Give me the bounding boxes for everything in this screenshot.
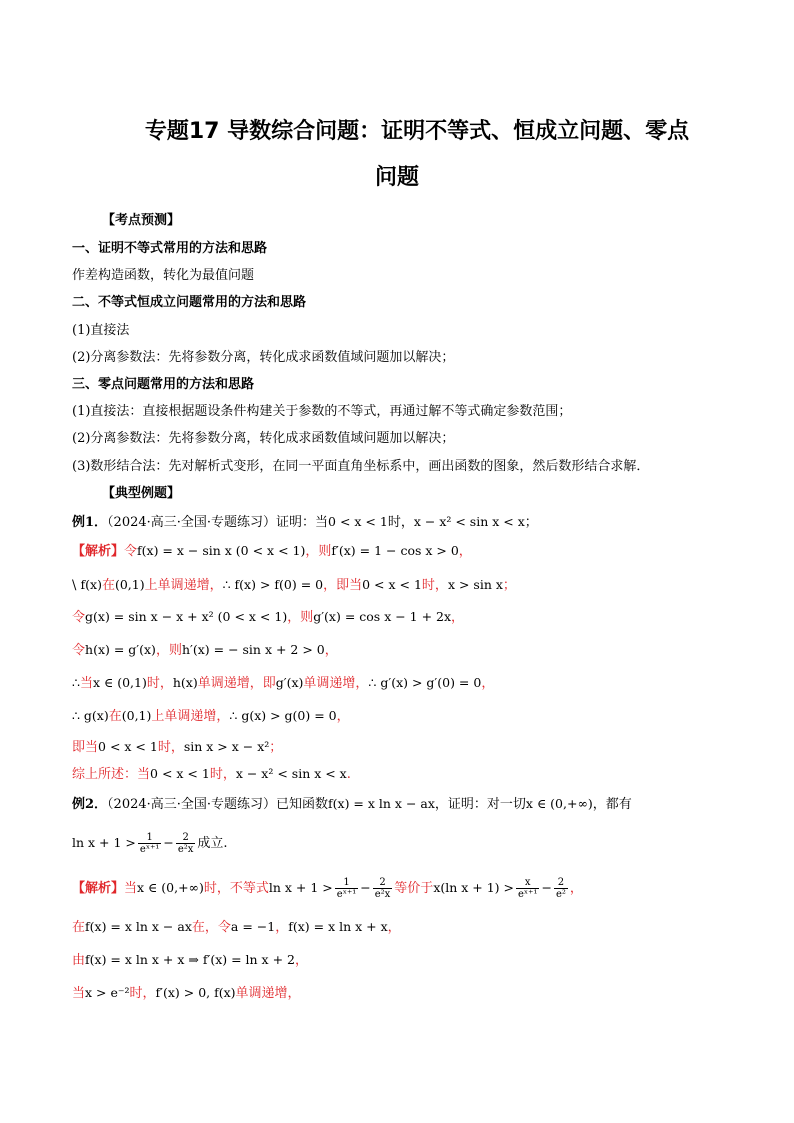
example-1-solution-line-7: 即当0 < x < 1时，sin x > x − x²； [72, 739, 283, 755]
example-2-label: 例2． [72, 797, 108, 812]
fraction: $\frac{x}{\text{eˣ⁺¹}}$ [518, 877, 538, 900]
solution-tag: 【解析】 [72, 881, 125, 896]
example-2-solution-line-3: 由f(x) = x ln x + x ⇒ f′(x) = ln x + 2， [72, 952, 308, 968]
fraction: $\frac{2}{\text{e²x}}$ [177, 832, 194, 855]
example-1-solution-line-6: ∴ g(x)在(0,1)上单调递增，∴ g(x) > g(0) = 0， [72, 708, 350, 724]
example-2-solution-line-2: 在f(x) = x ln x − ax在，令a = −1，f(x) = x ln x + x， [72, 919, 401, 935]
page-title: 专题17 导数综合问题：证明不等式、恒成立问题、零点 [144, 119, 690, 144]
section-2-item-1: (1)直接法 [72, 323, 130, 338]
example-1-statement: 例1．（2024·高三·全国·专题练习）证明：当0 < x < 1时，x − x² < sin x < x； [72, 514, 538, 530]
example-2-inequality: ln x + 1 > $\frac{1}{\text{eˣ⁺¹}}$ − $\frac{2}{\text{e²x}}$ 成立. [72, 832, 228, 855]
example-2-statement: 例2．（2024·高三·全国·专题练习）已知函数f(x) = x ln x − ax，证明：对一切x ∈ (0,+∞)，都有 [72, 796, 632, 812]
solution-tag: 【解析】 [72, 544, 125, 559]
fraction: $\frac{1}{\text{eˣ⁺¹}}$ [139, 832, 160, 855]
section-title-2: 二、不等式恒成立问题常用的方法和思路 [72, 295, 307, 310]
section-2-item-2: (2)分离参数法：先将参数分离，转化成求函数值域问题加以解决； [72, 350, 455, 365]
example-1-solution-line-2: \ f(x)在(0,1)上单调递增，∴ f(x) > f(0) = 0，即当0 < x < 1时，x > sin x； [72, 577, 516, 593]
example-1-solution-line-8: 综上所述：当0 < x < 1时，x − x² < sin x < x. [72, 766, 351, 782]
section-header-examples: 【典型例题】 [102, 486, 181, 501]
example-1-solution-line-1: 【解析】令f(x) = x − sin x (0 < x < 1)，则f′(x) = 1 − cos x > 0， [72, 543, 472, 559]
section-3-item-3: (3)数形结合法：先对解析式变形，在同一平面直角坐标系中，画出函数的图象，然后数形结合求解． [72, 459, 650, 474]
section-text-1: 作差构造函数，转化为最值问题 [72, 268, 255, 283]
section-3-item-2: (2)分离参数法：先将参数分离，转化成求函数值域问题加以解决； [72, 431, 455, 446]
example-1-solution-line-4: 令h(x) = g′(x)，则h′(x) = − sin x + 2 > 0， [72, 642, 338, 658]
section-title-3: 三、零点问题常用的方法和思路 [72, 377, 255, 392]
example-1-solution-line-5: ∴当x ∈ (0,1)时，h(x)单调递增，即g′(x)单调递增，∴ g′(x) > g′(0) = 0， [72, 675, 495, 691]
fraction: $\frac{2}{\text{e²x}}$ [374, 877, 391, 900]
section-3-item-1: (1)直接法：直接根据题设条件构建关于参数的不等式，再通过解不等式确定参数范围； [72, 404, 572, 419]
section-title-1: 一、证明不等式常用的方法和思路 [72, 241, 268, 256]
example-2-solution-line-1: 【解析】当x ∈ (0,+∞)时，不等式ln x + 1 > $\frac{1}{\text{eˣ⁺¹}}$ − $\frac{2}{\text{e²x}}$ 等价于x(ln x + 1) > $\frac{x}{\text{eˣ⁺¹}}$ − $\frac{2}{\text{e²}}$ ， [72, 877, 583, 900]
example-1-solution-line-3: 令g(x) = sin x − x + x² (0 < x < 1)，则g′(x) = cos x − 1 + 2x， [72, 609, 465, 625]
fraction: $\frac{2}{\text{e²}}$ [555, 877, 566, 900]
example-1-label: 例1． [72, 515, 108, 530]
example-2-solution-line-4: 当x > e⁻²时，f′(x) > 0, f(x)单调递增， [72, 985, 301, 1001]
page-title-continued: 问题 [374, 165, 419, 190]
fraction: $\frac{1}{\text{eˣ⁺¹}}$ [336, 877, 357, 900]
section-header-forecast: 【考点预测】 [102, 213, 181, 228]
